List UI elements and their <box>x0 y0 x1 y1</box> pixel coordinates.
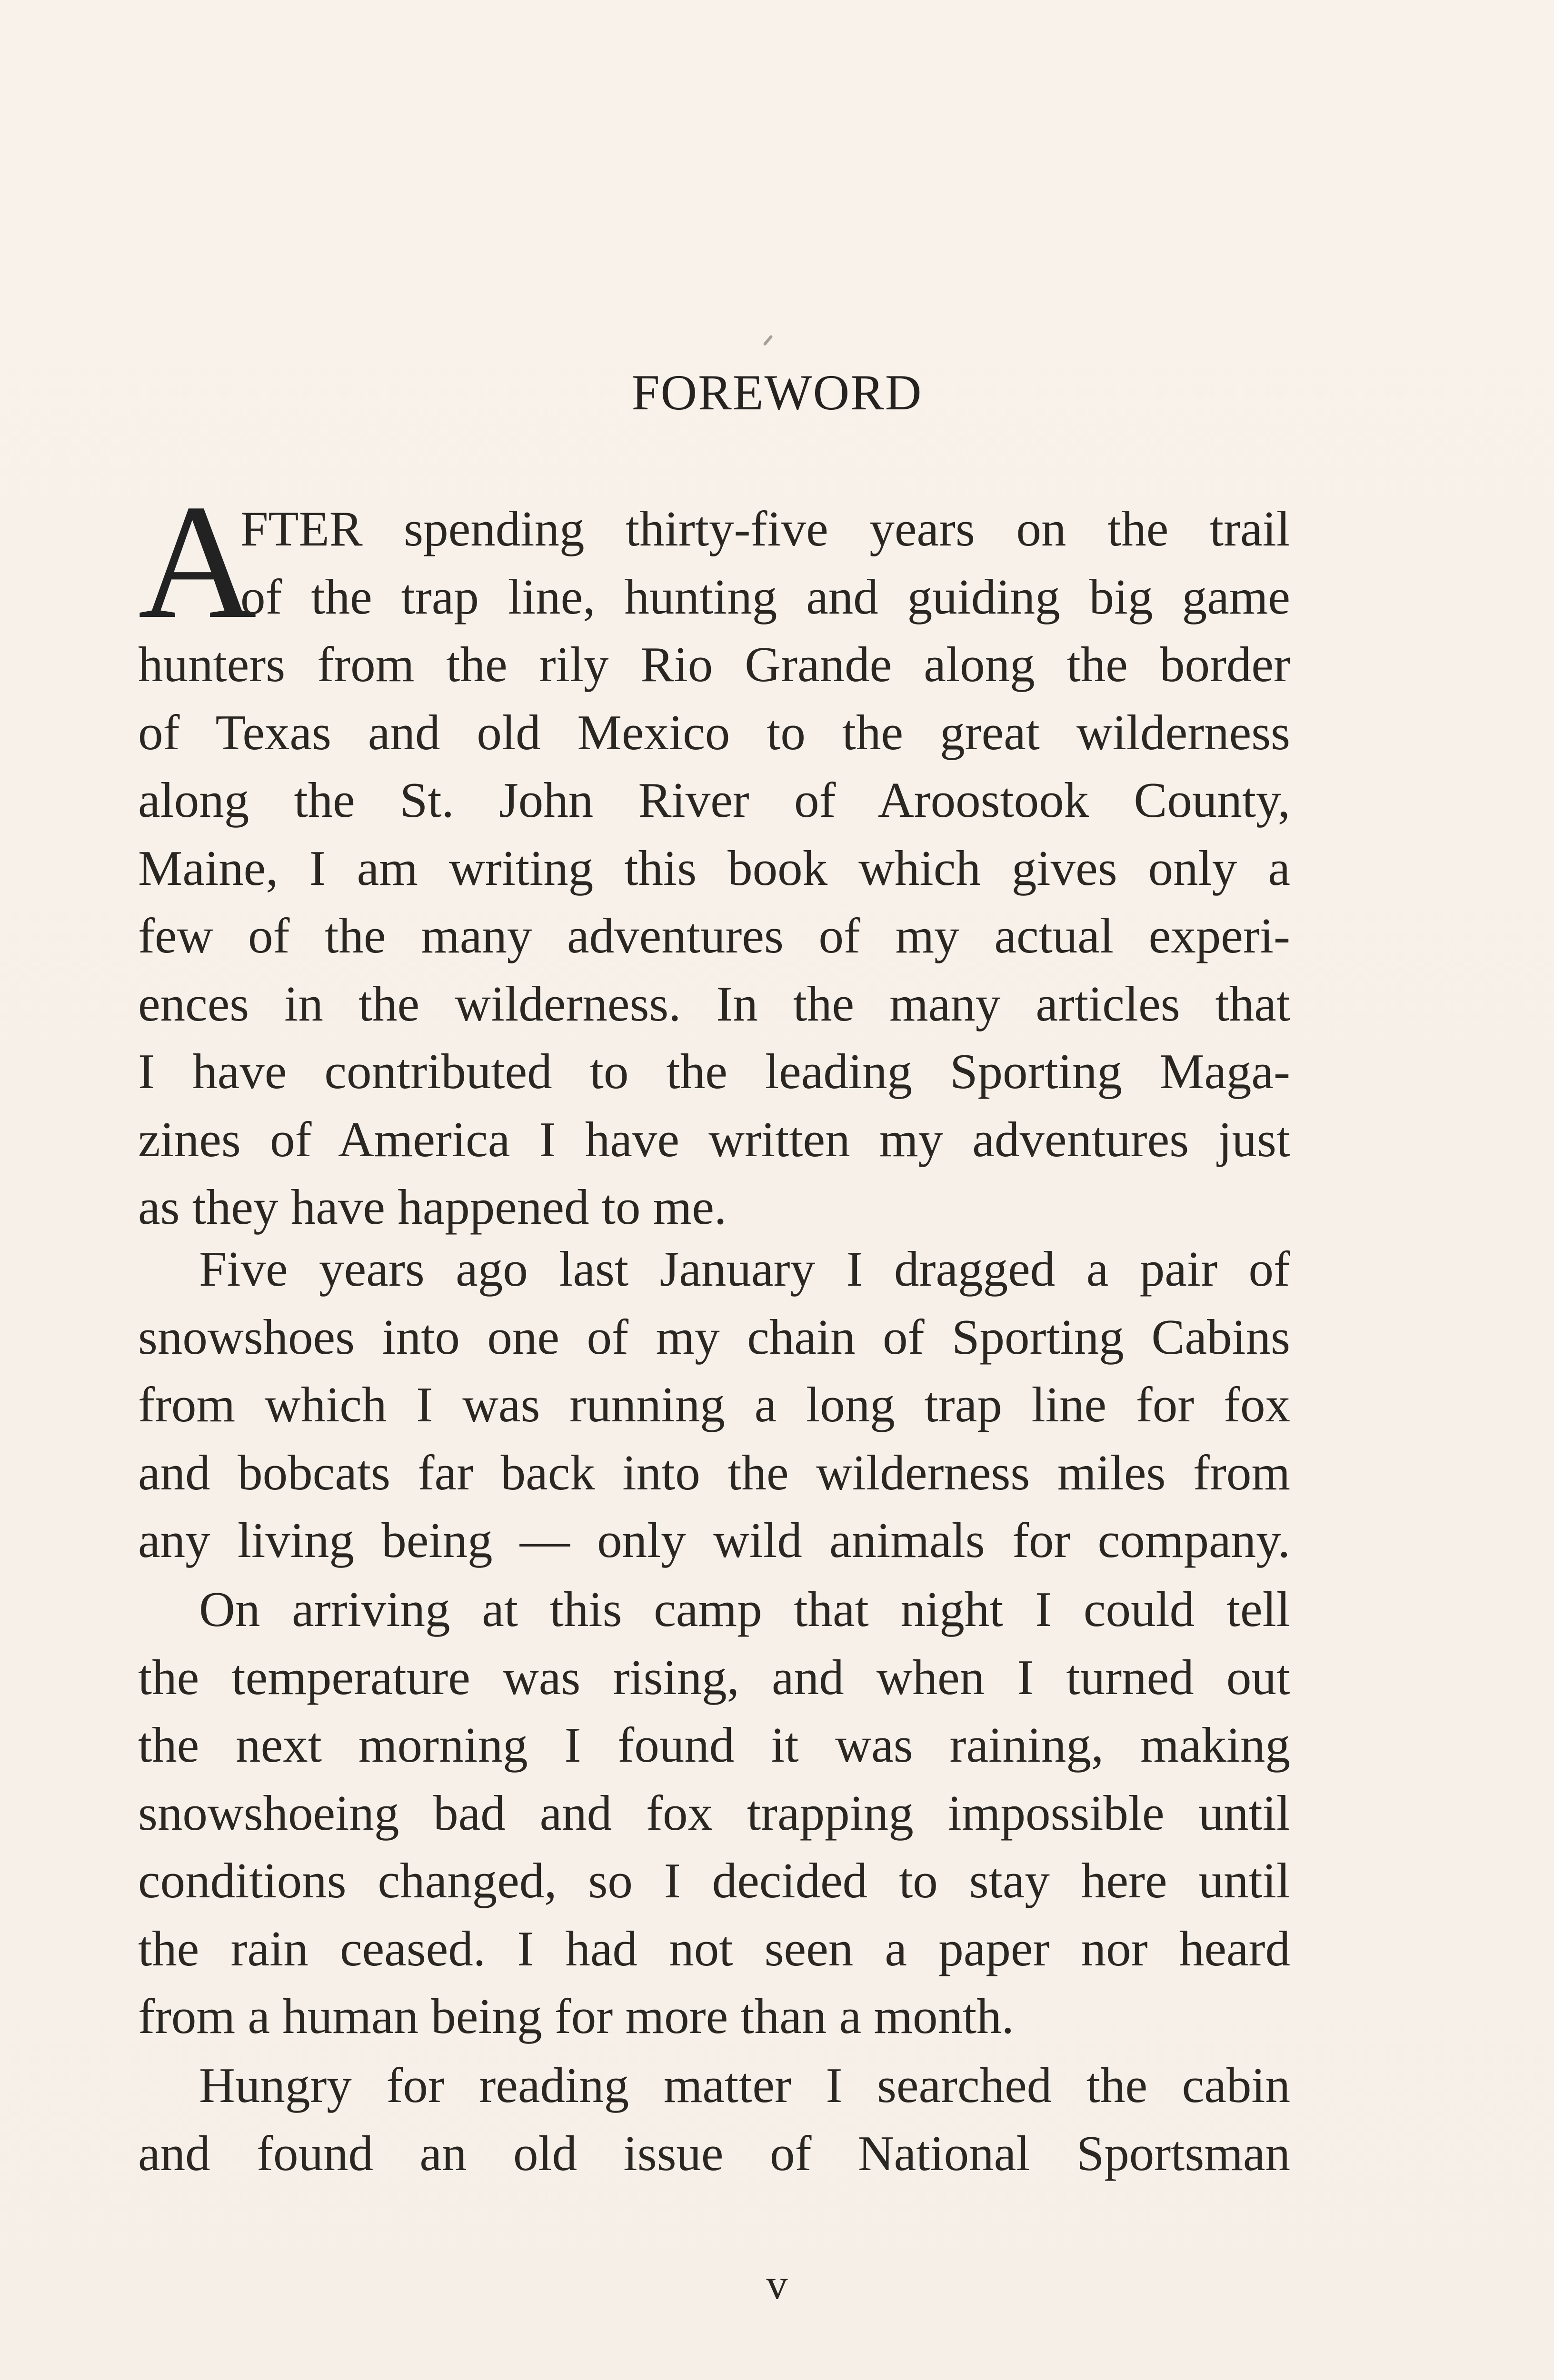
paragraph-line: from a human being for more than a month. <box>138 1988 1014 2044</box>
paragraph-4 <box>138 2052 1290 2187</box>
paragraph-1 <box>138 495 1290 1241</box>
paragraph-line: hunters from the rily Rio Grande along the border <box>138 636 1290 692</box>
paragraph-line: any living being — only wild animals for company. <box>138 1512 1290 1568</box>
paragraph-2 <box>138 1235 1290 1575</box>
paragraph-line: and bobcats far back into the wilderness miles from <box>138 1444 1290 1500</box>
drop-cap: A <box>138 471 257 653</box>
paragraph-line: zines of America I have written my adventures just <box>138 1111 1290 1167</box>
paragraph-line: FTER spending thirty-five years on the trail <box>240 501 1290 556</box>
ink-speck <box>763 335 773 346</box>
paragraph-line: the temperature was rising, and when I turned out <box>138 1649 1290 1705</box>
paragraph-line: of Texas and old Mexico to the great wilderness <box>138 704 1290 760</box>
paragraph-line: of the trap line, hunting and guiding big game <box>240 568 1290 625</box>
paragraph-line: from which I was running a long trap line for fox <box>138 1377 1290 1432</box>
paragraph-line: ences in the wilderness. In the many articles that <box>138 975 1290 1031</box>
paragraph-line: the next morning I found it was raining, making <box>138 1717 1290 1773</box>
paragraph-line: conditions changed, so I decided to stay here until <box>138 1853 1290 1908</box>
paragraph-line: On arriving at this camp that night I could tell <box>199 1581 1290 1637</box>
paragraph-line: I have contributed to the leading Sporting Maga- <box>138 1043 1290 1099</box>
paragraph-3 <box>138 1576 1290 2051</box>
paragraph-line: few of the many adventures of my actual experi- <box>138 908 1290 963</box>
chapter-heading: FOREWORD <box>631 365 923 420</box>
paragraph-line: Hungry for reading matter I searched the cabin <box>199 2057 1290 2113</box>
page-number: v <box>766 2261 788 2308</box>
paragraph-line: as they have happened to me. <box>138 1179 727 1235</box>
paragraph-line: Five years ago last January I dragged a pair of <box>199 1241 1290 1297</box>
paragraph-line: and found an old issue of National Sportsman <box>138 2125 1290 2181</box>
paragraph-line: Maine, I am writing this book which gives only a <box>138 840 1290 896</box>
paragraph-line: along the St. John River of Aroostook County, <box>138 772 1290 828</box>
paragraph-line: the rain ceased. I had not seen a paper nor heard <box>138 1920 1290 1976</box>
paragraph-line: snowshoeing bad and fox trapping impossible until <box>138 1785 1290 1841</box>
paragraph-line: snowshoes into one of my chain of Sporting Cabins <box>138 1309 1290 1365</box>
